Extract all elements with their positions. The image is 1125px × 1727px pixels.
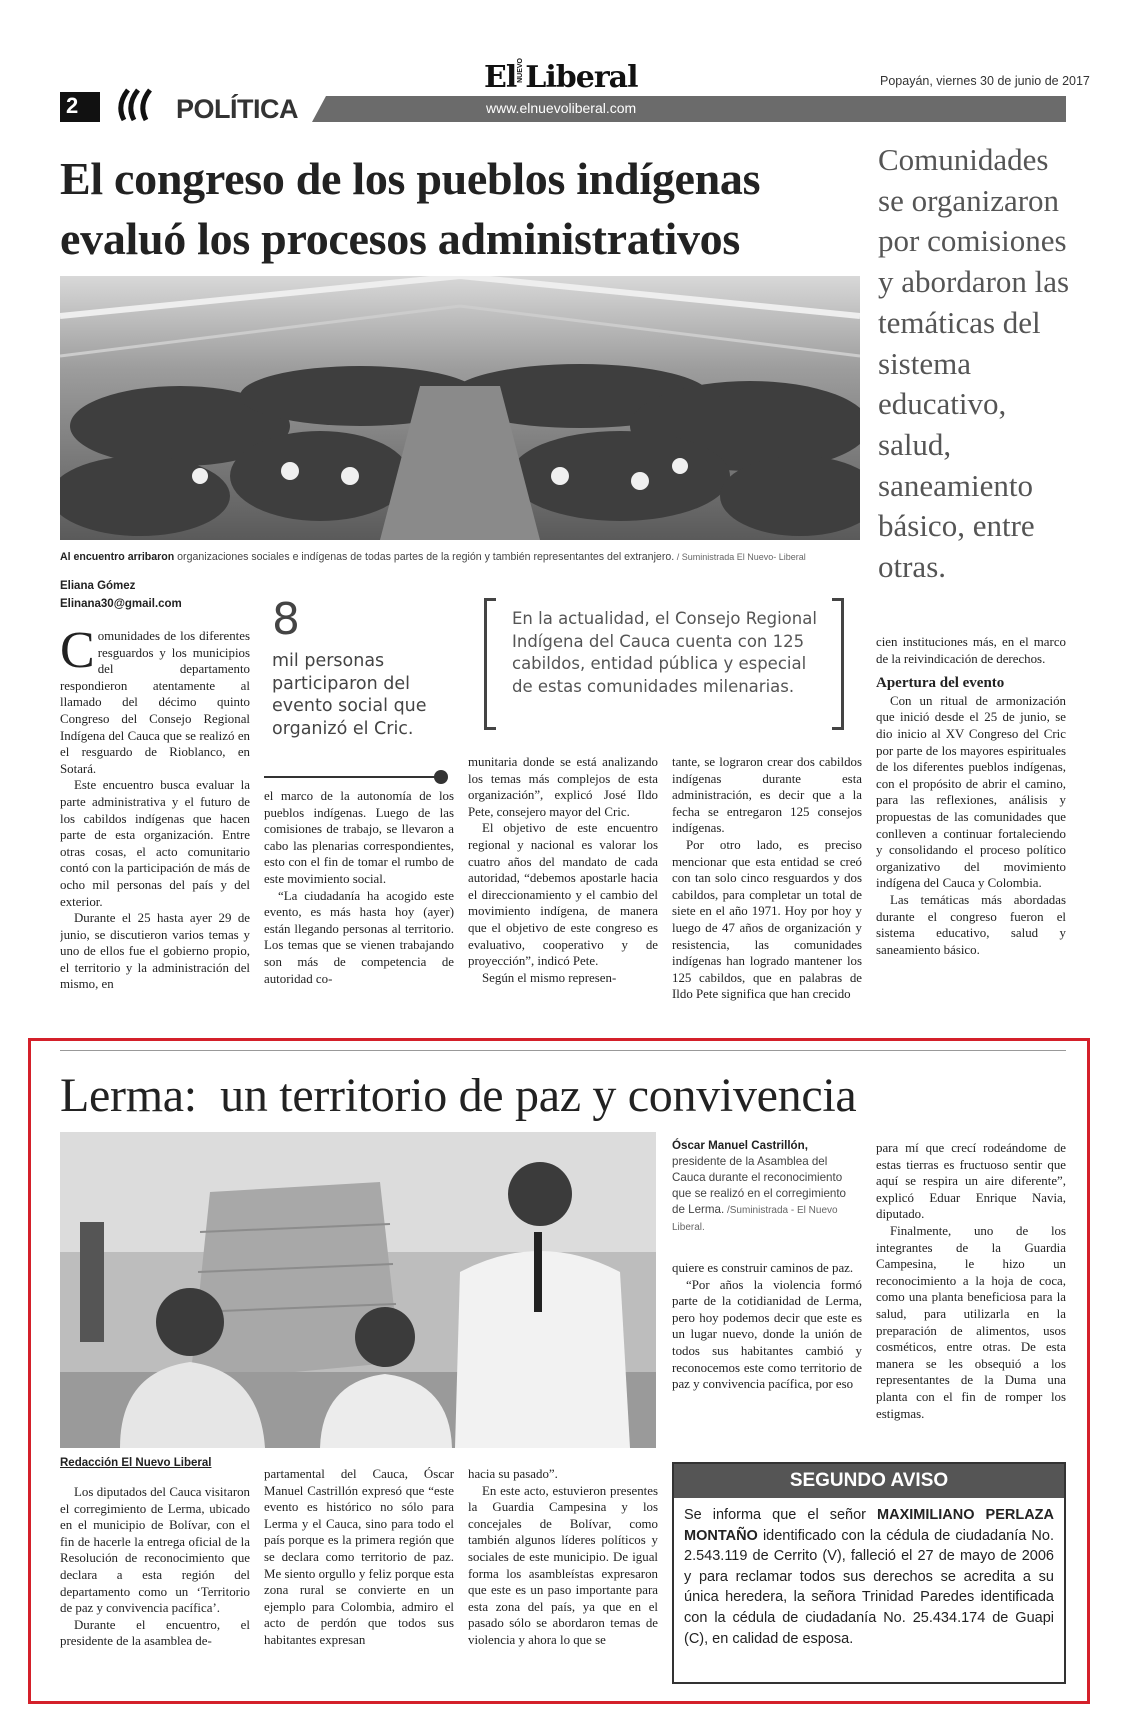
website: www.elnuevoliberal.com [486, 100, 637, 116]
notice-text-before: Se informa que el señor [684, 1507, 878, 1523]
notice-body [674, 1498, 1064, 1649]
a2-col3-p1: hacia su pasado”. [468, 1467, 558, 1481]
notice-title: SEGUNDO AVISO [789, 1470, 949, 1491]
col3-p3: Según el mismo represen- [482, 970, 617, 985]
caption-credit: / Suministrada El Nuevo- Liberal [674, 552, 806, 562]
article1-column-2 [264, 788, 454, 1026]
logo-el: El [484, 59, 517, 95]
col1-p3: Durante el 25 hasta ayer 29 de junio, se discutieron varios temas y uno de ellos fue el gobierno propio, el territorio y la administración del mismo, en [60, 911, 250, 992]
article2-top-rule [60, 1050, 1066, 1051]
a2-col1-p1: Los diputados del Cauca visitaron el corregimiento de Lerma, ubicado en el municipio de Bolívar, con el fin de hacerle la entrega oficial de la Resolución de reconocimiento que declara a esta región del departamento como un ‘Territorio de paz y convivencia pacífica’. [60, 1485, 250, 1616]
a2-col2-p1: partamental del Cauca, Óscar Manuel Castrillón expresó que “este evento es histórico no sólo para Lerma y el Cauca, sino para todo el país porque es la primera región que se declara como territorio de paz. Me siento orgullo y feliz porque esta zona rural se convierte en un ejemplo para Colombia, admiro el acto de perdón que todos sus habitantes expresan [264, 1467, 454, 1647]
a2-col4-p2: “Por años la violencia formó parte de la cotidianidad de Lerma, pero hoy podemos decir que este es un lugar nuevo, donde la unión de todos sus habitantes cambió y reconocemos este como territorio de paz y convivencia pacífica, por eso [672, 1277, 862, 1392]
author-name: Eliana Gómez [60, 580, 136, 592]
a2-col4-p1: quiere es construir caminos de paz. [672, 1261, 854, 1275]
col4-p1: tante, se lograron crear dos cabildos indígenas durante esta administración, es decir que a la fecha se entregaron 125 consejos indígenas. [672, 755, 862, 836]
col2-p1: el marco de la autonomía de los pueblos indígenas. Luego de las comisiones de trabajo, se llevaron a cabo las plenarias correspondientes, esto con el fin de tomar el rumbo de este movimiento social. [264, 789, 454, 886]
col5-p3: Las temáticas más abordadas durante el congreso fueron el sistema educativo, salud y saneamiento básico. [876, 892, 1066, 957]
pullquote: Comunidades se organizaron por comisiones y abordaron las temáticas del sistema educativo, salud, saneamiento básico, entre otras. [878, 142, 1070, 585]
col1-p1: omunidades de los diferentes resguardos y los municipios del departamento respondieron atentamente al llamado del décimo quinto Congreso del Consejo Regional Indígena del Cauca que se realizó en el resguardo de Rioblanco, en Sotará. [60, 629, 250, 776]
headline-line-2: evaluó los procesos administrativos [60, 213, 740, 264]
article2-column-2 [264, 1466, 454, 1684]
notice-name: MAXIMILIANO PERLAZA MONTAÑO [684, 1507, 1055, 1544]
col1-p2: Este encuentro busca evaluar la parte administrativa y el futuro de los cabildos indígenas que hacen parte de esta organización. Entre otras cosas, el acto comunitario contó con la participación de más de ocho mil personas del país y del exterior. [60, 778, 250, 909]
stat-divider [264, 776, 440, 778]
section-slash-icon [114, 88, 158, 122]
headline-line-1: El congreso de los pueblos indígenas [60, 153, 761, 204]
article1-column-3 [468, 754, 658, 1026]
a2-col5-p2: Finalmente, uno de los integrantes de la Guardia Campesina, le hizo un reconocimiento a la hoja de coca, como una planta beneficiosa para la salud, para utilizarla en la preparación de alimentos, usos cosméticos, entre otras. De esta manera se les obsequió a los representantes de la Duma una planta con el fin de romper los estigmas. [876, 1223, 1066, 1421]
article2-column-3 [468, 1466, 658, 1684]
article2-column-5 [876, 1140, 1066, 1442]
notice-title-bar [674, 1464, 1064, 1498]
col3-p1: munitaria donde se está analizando los temas más complejos de esta organización”, explicó José Ildo Pete, consejero mayor del Cric. [468, 755, 658, 819]
notice-text-after: identificado con la cédula de ciudadanía No. 2.543.119 de Cerrito (V), falleció el 27 de mayo de 2006 y para reclamar todos sus derechos se acredita a su única heredera, la señora Trinidad Paredes identificada con la cédula de ciudadanía No. 25.434.174 de Guapi (C), en calidad de esposa. [684, 1527, 1054, 1647]
col5-subhead: Apertura del evento [876, 675, 1005, 692]
a2-col3-p2: En este acto, estuvieron presentes la Guardia Campesina y los concejales de Bolívar, como también algunos líderes políticos y sociales de este municipio. De igual forma los asambleístas expresaron que este es un paso importante para esta zona del país, ya que en el pasado sólo se abordaron temas de violencia y ahora lo que se [468, 1483, 658, 1647]
article1-column-4 [672, 754, 862, 1026]
photo-lerma-caption [672, 1138, 862, 1236]
article2-column-4 [672, 1260, 862, 1440]
section-title: POLÍTICA [176, 94, 298, 124]
caption2-text: presidente de la Asamblea del Cauca durante el reconocimiento que se realizó en el corregimiento de Lerma. [672, 1155, 847, 1216]
article1-column-5 [876, 634, 1066, 1026]
headline-lerma: Lerma: un territorio de paz y convivencia [60, 1069, 857, 1122]
page-number: 2 [66, 93, 79, 118]
logo-liberal: Liberal [525, 59, 638, 95]
col5-p2: Con un ritual de armonización que inició desde el 25 de junio, se dio inicio al XV Congreso del Cric por parte de los mayores espirituales de los diferentes pueblos indígenas, con el propósito de abrir el camino, para las reflexiones, análisis y propuestas de las comunidades que conlleven a continuar fortaleciendo y consolidando el proceso político organizativo del movimiento indígena del Cauca y Colombia. [876, 693, 1066, 891]
header-bar-slant [312, 96, 326, 122]
dateline: Popayán, viernes 30 de junio de 2017 [880, 74, 1090, 88]
photo-lerma [60, 1132, 656, 1448]
col5-p1: cien instituciones más, en el marco de la reivindicación de derechos. [876, 635, 1066, 666]
a2-col5-p1: para mí que crecí rodeándome de estas tierras es fructuoso sentir que aquí se respira un aire diferente”, explicó Eduar Enrique Navia, diputado. [876, 1141, 1066, 1222]
stat-text: mil personas participaron del evento social que organizó el Cric. [272, 651, 427, 739]
masthead-logo [484, 58, 637, 94]
caption-text: organizaciones sociales e indígenas de todas partes de la región y también representantes del extranjero. [174, 551, 675, 563]
col3-p2: El objetivo de este encuentro regional y nacional es valorar los cuatro años del mandato de cada autoridad, “debemos apostarle hacia el direccionamiento y el cambio del movimiento indígena, de manera que el objetivo de este congreso es evaluativo, cooperativo y de proyección”, indicó Pete. [468, 821, 658, 969]
author-redaccion: Redacción El Nuevo Liberal [60, 1457, 212, 1469]
dropcap: C [60, 628, 95, 679]
article1-column-1 [60, 628, 250, 1026]
quote-box-bracket-left [484, 598, 496, 730]
photo-caption [60, 550, 880, 565]
col4-p2: Por otro lado, es preciso mencionar que esta entidad se creó con tan solo cinco resguardos y dos cabildos, para completar un total de siete en el año 1971. Hoy por hoy y luego de 47 años de organización y resistencia, las comunidades indígenas han logrado mantener los 125 cabildos, que en palabras de Ildo Pete significa que han crecido [672, 837, 862, 1002]
logo-nuevo: NUEVO [517, 58, 525, 83]
author-email: Elinana30@gmail.com [60, 598, 182, 610]
notice-box [672, 1462, 1066, 1684]
quote-box-bracket-right [832, 598, 844, 730]
header-bar [326, 96, 1066, 122]
photo-crowd [60, 276, 860, 540]
stat-divider-dot [434, 770, 448, 784]
stat-number: 8 [272, 594, 300, 645]
caption2-bold: Óscar Manuel Castrillón, [672, 1139, 808, 1152]
col2-p2: “La ciudadanía ha acogido este evento, es más hasta hoy (ayer) están llegando personas al territorio. Los temas que se vienen trabajando son más de competencia de autoridad co- [264, 888, 454, 986]
caption-bold: Al encuentro arribaron [60, 551, 175, 563]
caption2-credit: /Suministrada - El Nuevo Liberal. [672, 1205, 838, 1233]
quote-box-text: En la actualidad, el Consejo Regional Indígena del Cauca cuenta con 125 cabildos, entidad pública y especial de estas comunidades milenarias. [512, 609, 817, 696]
a2-col1-p2: Durante el encuentro, el presidente de la asamblea de- [60, 1617, 250, 1649]
article2-column-1 [60, 1484, 250, 1684]
